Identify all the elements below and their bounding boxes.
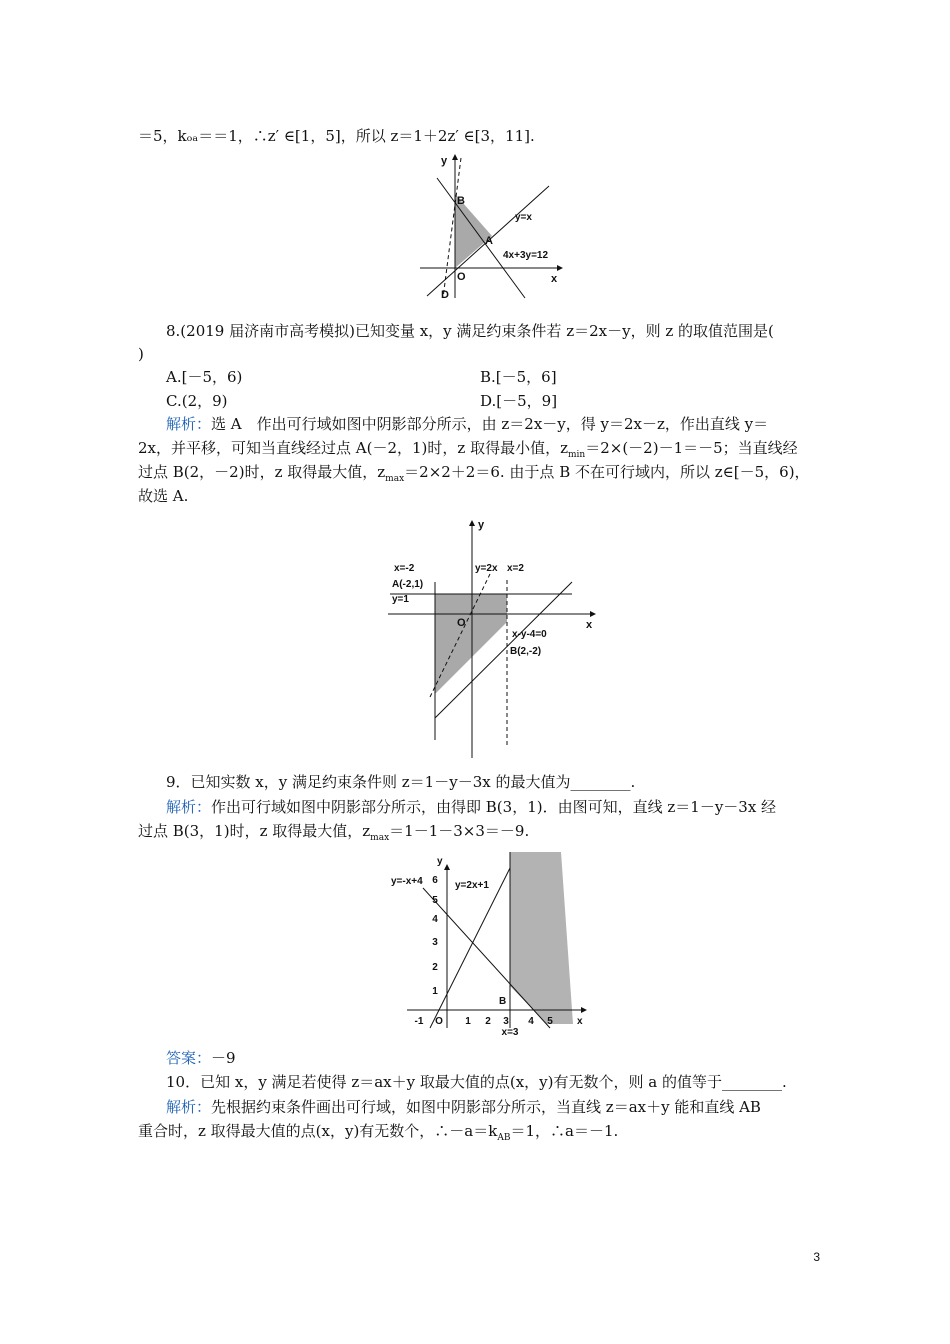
fig1-label-yx: y=x bbox=[515, 212, 532, 223]
fig1-label-A: A bbox=[485, 235, 493, 247]
q9-solution-label: 解析： bbox=[166, 798, 212, 816]
fig2-y-arrow bbox=[469, 520, 475, 526]
q9-answer-value: －9 bbox=[211, 1049, 236, 1067]
figure-3-graph bbox=[385, 846, 590, 1036]
fig3-xtick-5: 5 bbox=[547, 1016, 553, 1027]
fig3-ytick-1: 1 bbox=[432, 986, 438, 997]
q10-solution-line-2 bbox=[138, 1119, 618, 1150]
fig3-ytick-5: 5 bbox=[432, 895, 438, 906]
q8-option-C: C.(2，9) bbox=[166, 392, 228, 410]
fig3-line-y2x1 bbox=[430, 868, 510, 1028]
fig1-x-arrow bbox=[557, 265, 563, 271]
q8-solution-text-1: 选 A 作出可行域如图中阴影部分所示，由 z＝2x－y，得 y＝2x－z，作出直线 y＝ bbox=[211, 415, 769, 433]
q8-solution-text-2c: ＝2×(－2)－1＝－5；当直线经 bbox=[585, 439, 798, 457]
fig3-ytick-4: 4 bbox=[432, 914, 438, 925]
text-line-prev: ＝5，kₒₐ＝＝1，∴z′ ∈[1，5]，所以 z＝1＋2z′ ∈[3，11]. bbox=[138, 127, 535, 145]
q8-solution-text-3c: ＝2×2＋2＝6. 由于点 B 不在可行域内，所以 z∈[－5，6)， bbox=[404, 463, 810, 481]
fig3-label-O: O bbox=[435, 1016, 443, 1027]
fig2-label-x: x bbox=[586, 619, 593, 631]
fig1-label-D: D bbox=[441, 289, 449, 301]
fig3-xtick-m1: -1 bbox=[414, 1016, 424, 1027]
page-number: 3 bbox=[813, 1250, 820, 1264]
q10-solution-text-2c: ＝1，∴a＝－1. bbox=[510, 1122, 619, 1140]
fig3-label-l2: y=2x+1 bbox=[455, 880, 489, 891]
fig1-y-arrow bbox=[452, 154, 458, 160]
fig1-line-4x3y bbox=[437, 178, 525, 298]
figure-1-graph bbox=[415, 150, 565, 302]
q8-sub-max: max bbox=[385, 474, 405, 484]
q9-solution-text-2c: ＝1－1－3×3＝－9. bbox=[389, 822, 530, 840]
q10-solution-text-1: 先根据约束条件画出可行域，如图中阴影部分所示，当直线 z＝ax＋y 能和直线 AB bbox=[211, 1098, 761, 1116]
q10-solution-label: 解析： bbox=[166, 1098, 212, 1116]
fig2-label-O: O bbox=[457, 617, 466, 629]
q8-option-D: D.[－5，9] bbox=[480, 392, 558, 410]
fig3-label-x: x bbox=[577, 1016, 583, 1027]
fig1-label-eq: 4x+3y=12 bbox=[503, 250, 549, 261]
q8-option-B: B.[－5，6] bbox=[480, 368, 557, 386]
q8-solution-line-3 bbox=[138, 460, 810, 491]
fig3-shaded-region bbox=[510, 852, 573, 1024]
fig3-x-arrow bbox=[581, 1007, 587, 1013]
q8-solution-line-1 bbox=[166, 412, 768, 436]
fig3-y-arrow bbox=[444, 864, 450, 870]
fig3-label-x3: x=3 bbox=[501, 1027, 519, 1036]
q10-stem: 10．已知 x，y 满足若使得 z＝ax＋y 取最大值的点(x，y)有无数个，则 a 的值等于________. bbox=[166, 1073, 787, 1091]
q9-sub-max: max bbox=[370, 833, 390, 843]
q8-solution-text-2: 2x，并平移，可知当直线经过点 A(－2，1)时，z 取得最小值，z bbox=[138, 439, 568, 457]
q8-solution-label: 解析： bbox=[166, 415, 212, 433]
fig1-label-O: O bbox=[457, 271, 466, 283]
q9-stem: 9．已知实数 x，y 满足约束条件则 z＝1－y－3x 的最大值为________. bbox=[166, 773, 636, 791]
q9-solution-line-1 bbox=[166, 795, 776, 819]
q10-sub-AB: AB bbox=[497, 1133, 511, 1143]
q8-solution-text-3: 过点 B(2，－2)时，z 取得最大值，z bbox=[138, 463, 386, 481]
fig2-label-xm2: x=-2 bbox=[394, 563, 415, 574]
fig3-xtick-1: 1 bbox=[465, 1016, 471, 1027]
fig2-x-arrow bbox=[590, 611, 596, 617]
fig2-label-y1: y=1 bbox=[392, 594, 409, 605]
fig2-label-y2x: y=2x bbox=[475, 563, 498, 574]
q9-solution-text-1: 作出可行域如图中阴影部分所示，由得即 B(3，1)．由图可知，直线 z＝1－y－3x 经 bbox=[211, 798, 777, 816]
figure-2-graph bbox=[360, 512, 600, 762]
fig2-label-y: y bbox=[478, 519, 485, 531]
fig1-label-y: y bbox=[441, 155, 448, 167]
fig3-xtick-4: 4 bbox=[528, 1016, 534, 1027]
q8-stem-line-2: ) bbox=[138, 345, 144, 363]
fig3-ytick-3: 3 bbox=[432, 937, 438, 948]
fig2-shaded-region bbox=[435, 594, 507, 694]
fig1-label-B: B bbox=[457, 195, 465, 207]
fig2-label-line: x-y-4=0 bbox=[512, 629, 547, 640]
q9-solution-text-2: 过点 B(3，1)时，z 取得最大值，z bbox=[138, 822, 371, 840]
fig1-label-x: x bbox=[551, 273, 558, 285]
q8-option-A: A.[－5，6) bbox=[166, 368, 243, 386]
fig3-label-y: y bbox=[437, 856, 443, 867]
fig2-label-B: B(2,-2) bbox=[510, 646, 542, 657]
fig3-ytick-2: 2 bbox=[432, 962, 438, 973]
fig3-label-l1: y=-x+4 bbox=[391, 876, 423, 887]
q9-answer-label: 答案： bbox=[166, 1049, 212, 1067]
q9-answer-line bbox=[166, 1046, 236, 1070]
q10-solution-text-2: 重合时，z 取得最大值的点(x，y)有无数个，∴－a＝k bbox=[138, 1122, 498, 1140]
fig3-xtick-3: 3 bbox=[503, 1016, 509, 1027]
fig2-label-x2: x=2 bbox=[507, 563, 524, 574]
fig3-label-B: B bbox=[499, 996, 507, 1007]
fig3-xtick-2: 2 bbox=[485, 1016, 491, 1027]
q8-solution-line-4: 故选 A. bbox=[138, 487, 189, 505]
q8-stem-line-1: 8.(2019 届济南市高考模拟)已知变量 x，y 满足约束条件若 z＝2x－y，则 z 的取值范围是( bbox=[166, 322, 774, 340]
fig3-ytick-6: 6 bbox=[432, 875, 438, 886]
q8-sub-min: min bbox=[567, 450, 586, 460]
fig2-label-A: A(-2,1) bbox=[392, 579, 424, 590]
q10-solution-line-1 bbox=[166, 1095, 761, 1119]
